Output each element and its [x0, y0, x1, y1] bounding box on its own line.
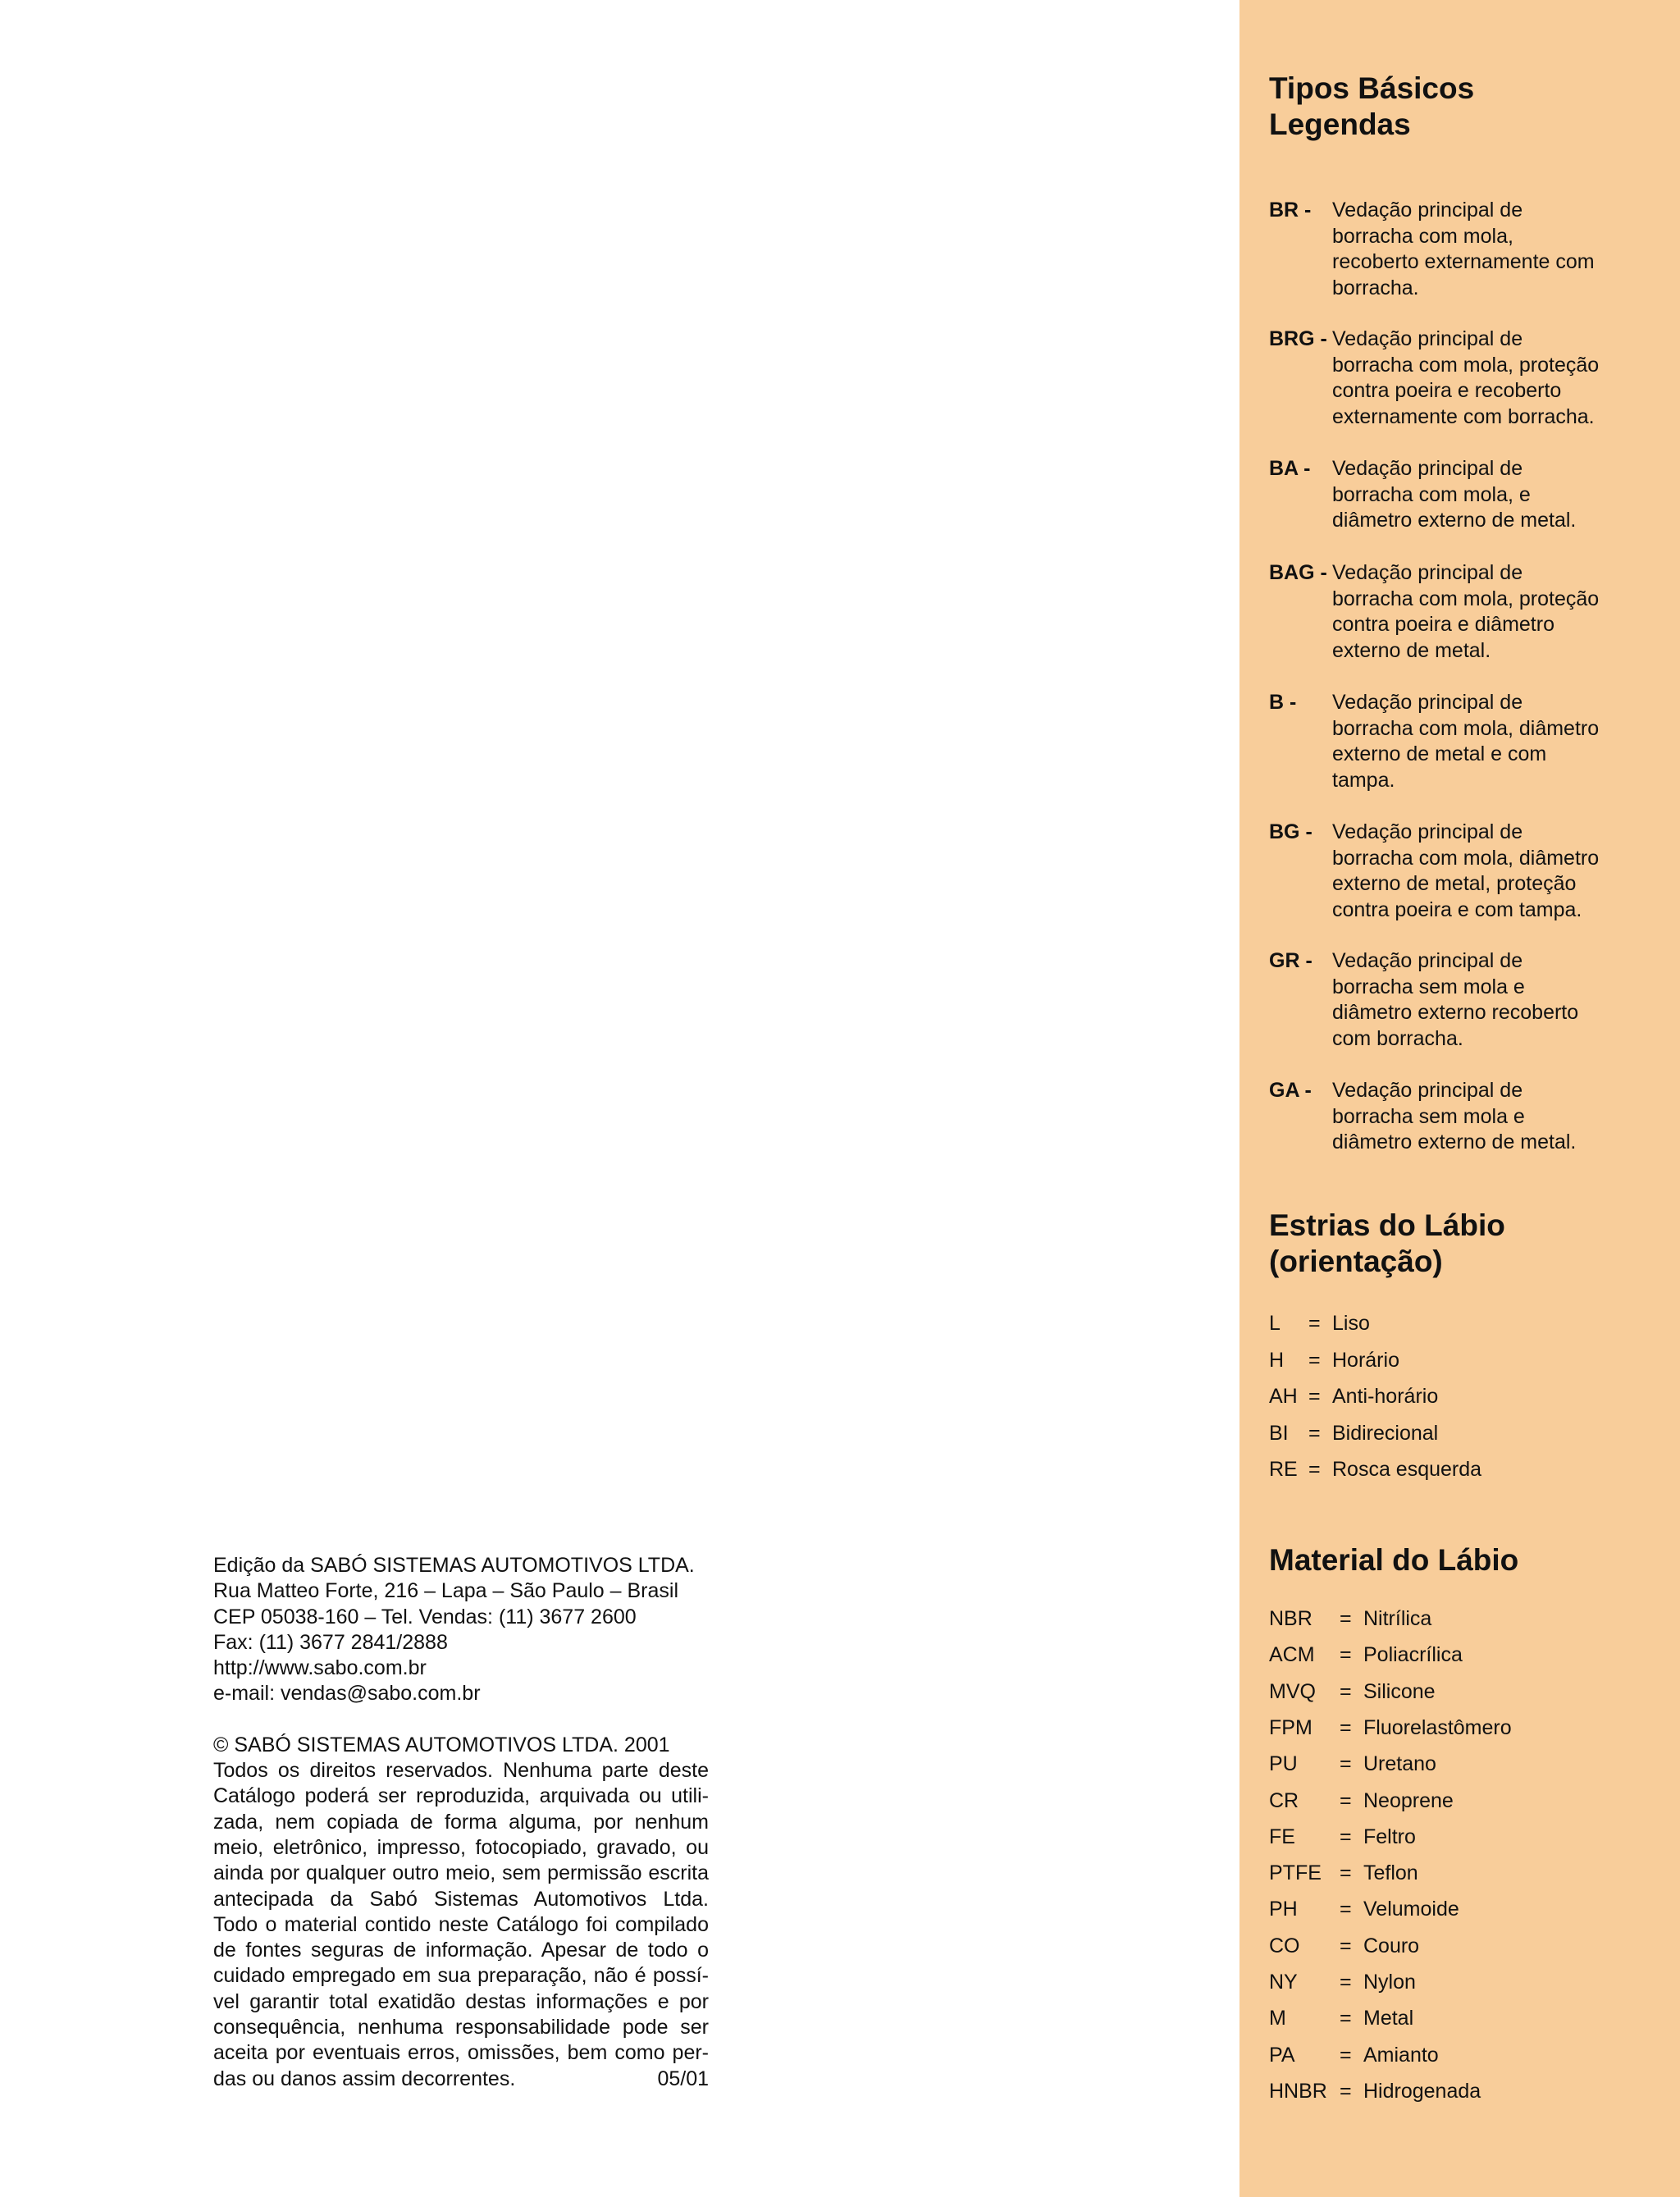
tipo-description — [1332, 327, 1664, 430]
copyright-line: © SABÓ SISTEMAS AUTOMOTIVOS LTDA. 2001 — [213, 1733, 670, 1756]
copyright-block — [213, 1733, 709, 2092]
tipo-description-line: Vedação principal de — [1332, 561, 1523, 584]
material-row — [1269, 1606, 1663, 1632]
estria-equals: = — [1308, 1421, 1321, 1445]
edition-date: 05/01 — [657, 2067, 709, 2090]
material-equals: = — [1340, 1898, 1352, 1921]
rights-line: ainda por qualquer outro meio, sem permissão escrita — [213, 1861, 709, 1885]
tipo-description-line: Vedação principal de — [1332, 457, 1523, 480]
estria-value: Rosca esquerda — [1332, 1458, 1482, 1481]
tipo-code: BA - — [1269, 457, 1311, 480]
material-title: Material do Lábio — [1269, 1543, 1519, 1577]
tipo-description-line: Vedação principal de — [1332, 691, 1523, 714]
tipo-description — [1332, 1078, 1664, 1156]
tipo-description-line: Vedação principal de — [1332, 199, 1523, 222]
material-code: ACM — [1269, 1643, 1315, 1667]
rights-line: Todo o material contido neste Catálogo foi compilado — [213, 1912, 709, 1936]
material-code: NY — [1269, 1971, 1298, 1994]
tipo-code: GA - — [1269, 1079, 1312, 1102]
tipo-description-line: borracha sem mola e — [1332, 975, 1525, 998]
material-code: M — [1269, 2007, 1286, 2030]
estrias-title: Estrias do Lábio (orientação) — [1269, 1208, 1505, 1278]
material-equals: = — [1340, 1788, 1352, 1812]
estria-equals: = — [1308, 1385, 1321, 1408]
material-value: Hidrogenada — [1363, 2079, 1481, 2103]
tipo-description-line: externo de metal, proteção — [1332, 872, 1577, 895]
tipo-description-line: diâmetro externo de metal. — [1332, 509, 1577, 532]
material-row — [1269, 1860, 1663, 1886]
tipo-description — [1332, 560, 1664, 664]
material-equals: = — [1340, 1861, 1352, 1885]
material-row — [1269, 1715, 1663, 1741]
tipo-description-line: borracha sem mola e — [1332, 1104, 1525, 1128]
rights-line: de fontes seguras de informação. Apesar de todo o — [213, 1939, 709, 1962]
tipo-description-line: recoberto externamente com — [1332, 250, 1595, 273]
material-code: PH — [1269, 1898, 1298, 1921]
estria-row — [1269, 1310, 1663, 1336]
address-line: CEP 05038-160 – Tel. Vendas: (11) 3677 2600 — [213, 1605, 637, 1628]
material-code: FE — [1269, 1825, 1295, 1848]
tipo-description-line: externamente com borracha. — [1332, 404, 1595, 428]
estria-code: AH — [1269, 1385, 1298, 1408]
material-value: Poliacrílica — [1363, 1643, 1463, 1667]
address-line: Fax: (11) 3677 2841/2888 — [213, 1630, 448, 1654]
tipo-description-line: tampa. — [1332, 768, 1395, 792]
tipo-description-line: Vedação principal de — [1332, 949, 1523, 972]
tipo-description-line: borracha com mola, diâmetro — [1332, 846, 1600, 870]
material-value: Feltro — [1363, 1825, 1416, 1848]
material-row — [1269, 1824, 1663, 1850]
tipo-description-line: externo de metal e com — [1332, 742, 1547, 765]
material-equals: = — [1340, 2007, 1352, 2030]
tipo-description — [1332, 198, 1664, 301]
material-value: Uretano — [1363, 1752, 1436, 1776]
rights-line: aceita por eventuais erros, omissões, bem como per- — [213, 2041, 709, 2065]
material-code: PU — [1269, 1752, 1298, 1776]
material-value: Nitrílica — [1363, 1607, 1432, 1630]
tipo-description-line: borracha com mola, proteção — [1332, 587, 1600, 610]
material-value: Amianto — [1363, 2043, 1439, 2067]
tipo-description — [1332, 948, 1664, 1052]
material-value: Neoprene — [1363, 1788, 1454, 1812]
tipo-code: B - — [1269, 691, 1297, 714]
material-value: Couro — [1363, 1934, 1420, 1957]
legend-sidebar — [1239, 0, 1680, 2197]
rights-line: consequência, nenhuma responsabilidade pode ser — [213, 2016, 709, 2039]
rights-line: antecipada da Sabó Sistemas Automotivos Ltda. — [213, 1887, 709, 1911]
material-equals: = — [1340, 2079, 1352, 2103]
material-row — [1269, 1896, 1663, 1922]
material-code: PA — [1269, 2043, 1295, 2067]
tipo-description-line: Vedação principal de — [1332, 327, 1523, 350]
material-value: Nylon — [1363, 1971, 1416, 1994]
tipo-description-line: diâmetro externo de metal. — [1332, 1130, 1577, 1153]
material-row — [1269, 1969, 1663, 1995]
address-block — [213, 1553, 709, 1707]
estria-code: H — [1269, 1348, 1285, 1372]
estria-equals: = — [1308, 1458, 1321, 1481]
tipo-description-line: borracha. — [1332, 276, 1419, 299]
tipo-description — [1332, 690, 1664, 793]
estria-row — [1269, 1456, 1663, 1482]
estria-equals: = — [1308, 1312, 1321, 1335]
material-equals: = — [1340, 1715, 1352, 1739]
tipo-code: BAG - — [1269, 561, 1327, 584]
material-value: Silicone — [1363, 1679, 1436, 1703]
tipo-description-line: borracha com mola, e — [1332, 482, 1531, 506]
material-row — [1269, 1788, 1663, 1814]
address-line: http://www.sabo.com.br — [213, 1656, 427, 1680]
material-row — [1269, 1933, 1663, 1959]
tipo-description-line: Vedação principal de — [1332, 1079, 1523, 1102]
rights-line: meio, eletrônico, impresso, fotocopiado, gravado, ou — [213, 1835, 709, 1859]
material-row — [1269, 2005, 1663, 2031]
tipo-description-line: borracha com mola, proteção — [1332, 353, 1600, 377]
publisher-footer — [213, 1553, 709, 2092]
estria-row — [1269, 1347, 1663, 1373]
material-equals: = — [1340, 1825, 1352, 1848]
material-value: Metal — [1363, 2007, 1414, 2030]
tipo-description-line: diâmetro externo recoberto — [1332, 1001, 1579, 1024]
estria-code: RE — [1269, 1458, 1298, 1481]
rights-line: Todos os direitos reservados. Nenhuma parte deste — [213, 1759, 709, 1783]
address-line: e-mail: vendas@sabo.com.br — [213, 1682, 481, 1706]
estria-row — [1269, 1383, 1663, 1409]
address-line: Edição da SABÓ SISTEMAS AUTOMOTIVOS LTDA. — [213, 1554, 695, 1577]
material-row — [1269, 2078, 1663, 2104]
material-row — [1269, 1679, 1663, 1705]
estria-code: BI — [1269, 1421, 1289, 1445]
estria-value: Bidirecional — [1332, 1421, 1439, 1445]
tipo-description-line: borracha com mola, diâmetro — [1332, 716, 1600, 740]
tipo-description-line: Vedação principal de — [1332, 820, 1523, 843]
tipo-code: BG - — [1269, 820, 1312, 843]
estria-value: Liso — [1332, 1312, 1370, 1335]
estria-value: Anti-horário — [1332, 1385, 1439, 1408]
material-code: NBR — [1269, 1607, 1312, 1630]
material-equals: = — [1340, 1971, 1352, 1994]
material-code: MVQ — [1269, 1679, 1316, 1703]
rights-closing-text: das ou danos assim decorrentes. — [213, 2067, 516, 2090]
material-equals: = — [1340, 1607, 1352, 1630]
material-equals: = — [1340, 1643, 1352, 1667]
material-code: HNBR — [1269, 2079, 1327, 2103]
material-row — [1269, 1642, 1663, 1668]
material-code: FPM — [1269, 1715, 1312, 1739]
tipo-description-line: contra poeira e recoberto — [1332, 379, 1562, 402]
rights-last-line — [213, 2067, 709, 2092]
tipo-description-line: externo de metal. — [1332, 638, 1491, 662]
material-code: CR — [1269, 1788, 1299, 1812]
material-equals: = — [1340, 1752, 1352, 1776]
material-value: Velumoide — [1363, 1898, 1459, 1921]
tipo-code: GR - — [1269, 949, 1312, 972]
rights-line: vel garantir total exatidão destas informações e por — [213, 1989, 709, 2013]
material-row — [1269, 1751, 1663, 1777]
material-row — [1269, 2042, 1663, 2068]
material-code: CO — [1269, 1934, 1300, 1957]
rights-line: zada, nem copiada de forma alguma, por nenhum — [213, 1810, 709, 1834]
address-line: Rua Matteo Forte, 216 – Lapa – São Paulo – Brasil — [213, 1579, 679, 1603]
tipo-description-line: contra poeira e diâmetro — [1332, 613, 1554, 636]
tipo-description-line: com borracha. — [1332, 1026, 1463, 1050]
tipos-basicos-title: Tipos Básicos Legendas — [1269, 71, 1475, 141]
rights-line: Catálogo poderá ser reproduzida, arquivada ou utili- — [213, 1784, 709, 1808]
tipo-description-line: borracha com mola, — [1332, 224, 1513, 248]
rights-line: cuidado empregado em sua preparação, não é possí- — [213, 1964, 709, 1988]
tipo-code: BRG - — [1269, 327, 1327, 350]
estria-row — [1269, 1420, 1663, 1446]
material-value: Teflon — [1363, 1861, 1418, 1885]
material-value: Fluorelastômero — [1363, 1715, 1512, 1739]
rights-text — [213, 1758, 709, 2067]
material-equals: = — [1340, 1679, 1352, 1703]
tipo-description — [1332, 820, 1664, 923]
tipo-description — [1332, 456, 1664, 534]
tipo-code: BR - — [1269, 199, 1312, 222]
material-equals: = — [1340, 2043, 1352, 2067]
tipo-description-line: contra poeira e com tampa. — [1332, 898, 1582, 921]
material-code: PTFE — [1269, 1861, 1322, 1885]
estria-equals: = — [1308, 1348, 1321, 1372]
estria-value: Horário — [1332, 1348, 1399, 1372]
material-equals: = — [1340, 1934, 1352, 1957]
estria-code: L — [1269, 1312, 1281, 1335]
